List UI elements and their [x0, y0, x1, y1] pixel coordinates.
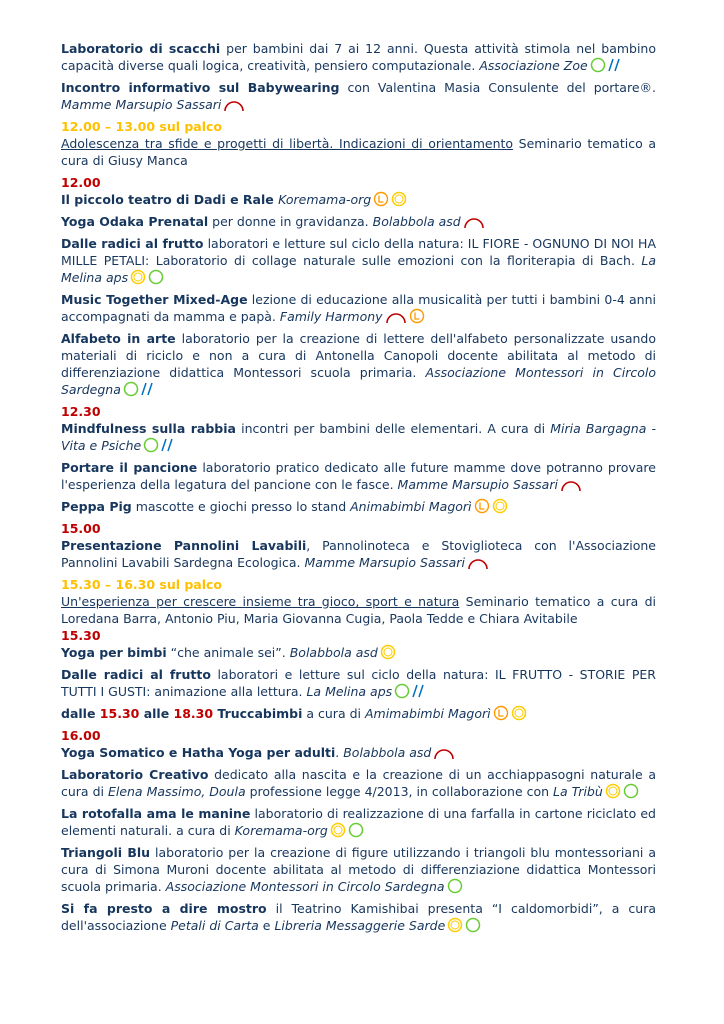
event-entry: [61, 900, 656, 934]
event-prefix: dalle: [61, 706, 100, 721]
event-title: Truccabimbi: [213, 706, 303, 721]
event-description: laboratorio di realizzazione di una farfalla in cartone riciclato ed elementi naturali. a cura di: [61, 806, 656, 838]
event-description: , Pannolinoteca e Stoviglioteca con l'Associazione Pannolini Lavabili Sardegna Ecologica.: [61, 538, 656, 570]
event-entry: [61, 705, 656, 722]
event-title: Incontro informativo sul Babywearing: [61, 80, 340, 95]
event-title: Dalle radici al frutto: [61, 667, 211, 682]
event-organizer: La Melina aps: [306, 684, 393, 699]
stage-time-label: 15.30 – 16.30 sul palco: [61, 577, 223, 592]
event-description: e: [258, 918, 275, 933]
yellow-circle-icon: [391, 191, 407, 207]
event-title: Yoga Somatico e Hatha Yoga per adulti: [61, 745, 336, 760]
event-description: professione legge 4/2013, in collaborazione con: [245, 784, 554, 799]
l-circle-icon: [373, 191, 389, 207]
event-entry: [61, 666, 656, 700]
event-description: dedicato alla nascita e la creazione di un acchiappasogni naturale a cura di: [61, 767, 656, 799]
yellow-circle-icon: [492, 498, 508, 514]
event-title: Yoga per bimbi: [61, 645, 167, 660]
event-entry: [61, 191, 656, 208]
event-entry: [61, 79, 656, 113]
event-title: Mindfulness sulla rabbia: [61, 421, 236, 436]
event-description: incontri per bambini delle elementari. A cura di: [235, 421, 551, 436]
yellow-circle-icon: [330, 822, 346, 838]
event-organizer: Libreria Messaggerie Sarde: [274, 918, 446, 933]
event-entry: [61, 593, 656, 627]
double-slash-icon: [412, 683, 426, 699]
green-circle-icon: [447, 878, 463, 894]
event-organizer: Bolabbola asd: [343, 745, 432, 760]
green-circle-icon: [394, 683, 410, 699]
event-organizer: Mamme Marsupio Sassari: [304, 555, 465, 570]
event-title: Presentazione Pannolini Lavabili: [61, 538, 307, 553]
red-arc-icon: [560, 478, 582, 492]
event-organizer: Mamme Marsupio Sassari: [61, 97, 222, 112]
event-organizer: Associazione Montessori in Circolo Sardegna: [165, 879, 445, 894]
event-entry: [61, 459, 656, 493]
event-organizer: Associazione Montessori in Circolo Sardegna: [61, 365, 656, 397]
time-label: 16.00: [61, 728, 101, 743]
event-organizer: Elena Massimo, Doula: [107, 784, 246, 799]
event-description: laboratori e letture sul ciclo della natura: IL FIORE - OGNUNO DI NOI HA MILLE PETALI: Laboratorio di collage naturale sulle emozioni con la floriterapia di Bach.: [61, 236, 656, 268]
green-circle-icon: [148, 269, 164, 285]
event-description: .: [335, 745, 344, 760]
red-arc-icon: [463, 215, 485, 229]
event-description: il Teatrino Kamishibai presenta “I caldomorbidi”, a cura dell'associazione: [61, 901, 656, 933]
event-entry: [61, 291, 656, 325]
green-circle-icon: [465, 917, 481, 933]
event-entry: [61, 644, 656, 661]
event-title: Music Together Mixed-Age: [61, 292, 248, 307]
event-entry: [61, 213, 656, 230]
event-entry: [61, 498, 656, 515]
event-entry: [61, 420, 656, 454]
event-title: Dalle radici al frutto: [61, 236, 204, 251]
green-circle-icon: [143, 437, 159, 453]
event-title: Portare il pancione: [61, 460, 198, 475]
event-description: Seminario tematico a cura di Giusy Manca: [61, 136, 656, 168]
l-circle-icon: [409, 308, 425, 324]
event-title: Adolescenza tra sfide e progetti di libertà. Indicazioni di orientamento: [61, 136, 514, 151]
event-description: “che animale sei”.: [166, 645, 290, 660]
stage-time-label: 12.00 – 13.00 sul palco: [61, 119, 223, 134]
time-label: 12.30: [61, 404, 101, 419]
event-description: per bambini dai 7 ai 12 anni. Questa attività stimola nel bambino capacità diverse quali logica, creatività, pensiero computazionale.: [61, 41, 657, 73]
event-title: Il piccolo teatro di Dadi e Rale: [61, 192, 279, 207]
event-title: La rotofalla ama le manine: [61, 806, 251, 821]
event-description: con Valentina Masia Consulente del portare®.: [339, 80, 657, 95]
l-circle-icon: [474, 498, 490, 514]
yellow-circle-icon: [447, 917, 463, 933]
event-title: Peppa Pig: [61, 499, 132, 514]
event-description: per donne in gravidanza.: [208, 214, 373, 229]
event-description: Seminario tematico a cura di Loredana Barra, Antonio Piu, Maria Giovanna Cugia, Paola Tedde e Chiara Avitabile: [61, 594, 657, 626]
event-description: laboratorio pratico dedicato alle future mamme dove potranno provare l'esperienza della legatura del pancione con le fasce.: [61, 460, 656, 492]
red-arc-icon: [433, 746, 455, 760]
event-description: laboratorio per la creazione di lettere dell'alfabeto personalizzate usando materiali di riciclo e non a cura di Antonella Canopoli docente abilitata al metodo di differenziazione didattica Montessori scuola primaria.: [61, 331, 657, 380]
event-organizer: Miria Bargagna - Vita e Psiche: [61, 421, 656, 453]
event-connector: alle: [139, 706, 174, 721]
event-organizer: Bolabbola asd: [372, 214, 461, 229]
event-description: lezione di educazione alla musicalità per tutti i bambini 0-4 anni accompagnati da mamma e papà.: [61, 292, 656, 324]
event-title: Triangoli Blu: [61, 845, 151, 860]
event-title: Alfabeto in arte: [61, 331, 176, 346]
event-organizer: Bolabbola asd: [289, 645, 378, 660]
double-slash-icon: [161, 437, 175, 453]
event-description: laboratori e letture sul ciclo della natura: IL FRUTTO - STORIE PER TUTTI I GUSTI: animazione alla lettura.: [61, 667, 656, 699]
yellow-circle-icon: [511, 705, 527, 721]
event-organizer: Koremama-org: [278, 192, 372, 207]
event-end-time: 18.30: [173, 706, 214, 721]
event-entry: [61, 844, 656, 895]
time-label: 12.00: [61, 175, 101, 190]
event-entry: [61, 235, 656, 286]
l-circle-icon: [493, 705, 509, 721]
red-arc-icon: [467, 556, 489, 570]
green-circle-icon: [623, 783, 639, 799]
event-organizer: Associazione Zoe: [479, 58, 588, 73]
yellow-circle-icon: [380, 644, 396, 660]
event-organizer: Koremama-org: [234, 823, 328, 838]
time-label: 15.30: [61, 628, 101, 643]
event-title: Laboratorio di scacchi: [61, 41, 221, 56]
event-entry: [61, 744, 656, 761]
event-title: Yoga Odaka Prenatal: [61, 214, 209, 229]
event-title: Un'esperienza per crescere insieme tra gioco, sport e natura: [61, 594, 460, 609]
event-organizer: Animabimbi Magorì: [350, 499, 472, 514]
red-arc-icon: [385, 310, 407, 324]
event-entry: [61, 766, 656, 800]
event-title: Si fa presto a dire mostro: [61, 901, 267, 916]
yellow-circle-icon: [605, 783, 621, 799]
green-circle-icon: [590, 57, 606, 73]
double-slash-icon: [608, 57, 622, 73]
time-label: 15.00: [61, 521, 101, 536]
event-entry: [61, 40, 656, 74]
program-page: [61, 40, 656, 939]
event-entry: [61, 805, 656, 839]
event-title: Laboratorio Creativo: [61, 767, 209, 782]
event-start-time: 15.30: [99, 706, 140, 721]
event-entry: [61, 135, 656, 169]
event-entry: [61, 537, 656, 571]
event-organizer: Petali di Carta: [170, 918, 259, 933]
event-organizer: Mamme Marsupio Sassari: [397, 477, 558, 492]
double-slash-icon: [141, 381, 155, 397]
event-description: mascotte e giochi presso lo stand: [131, 499, 351, 514]
event-organizer: La Melina aps: [61, 253, 656, 285]
event-organizer: La Tribù: [553, 784, 603, 799]
event-description: a cura di: [302, 706, 365, 721]
green-circle-icon: [348, 822, 364, 838]
event-entry: [61, 330, 656, 398]
event-organizer: Family Harmony: [279, 309, 383, 324]
event-description: laboratorio per la creazione di figure utilizzando i triangoli blu montessoriani a cura di Simona Muroni docente abilitata al metodo di differenziazione didattica Montessori scuola primaria.: [61, 845, 656, 894]
event-organizer: Amimabimbi Magorì: [364, 706, 491, 721]
red-arc-icon: [223, 98, 245, 112]
green-circle-icon: [123, 381, 139, 397]
yellow-circle-icon: [130, 269, 146, 285]
